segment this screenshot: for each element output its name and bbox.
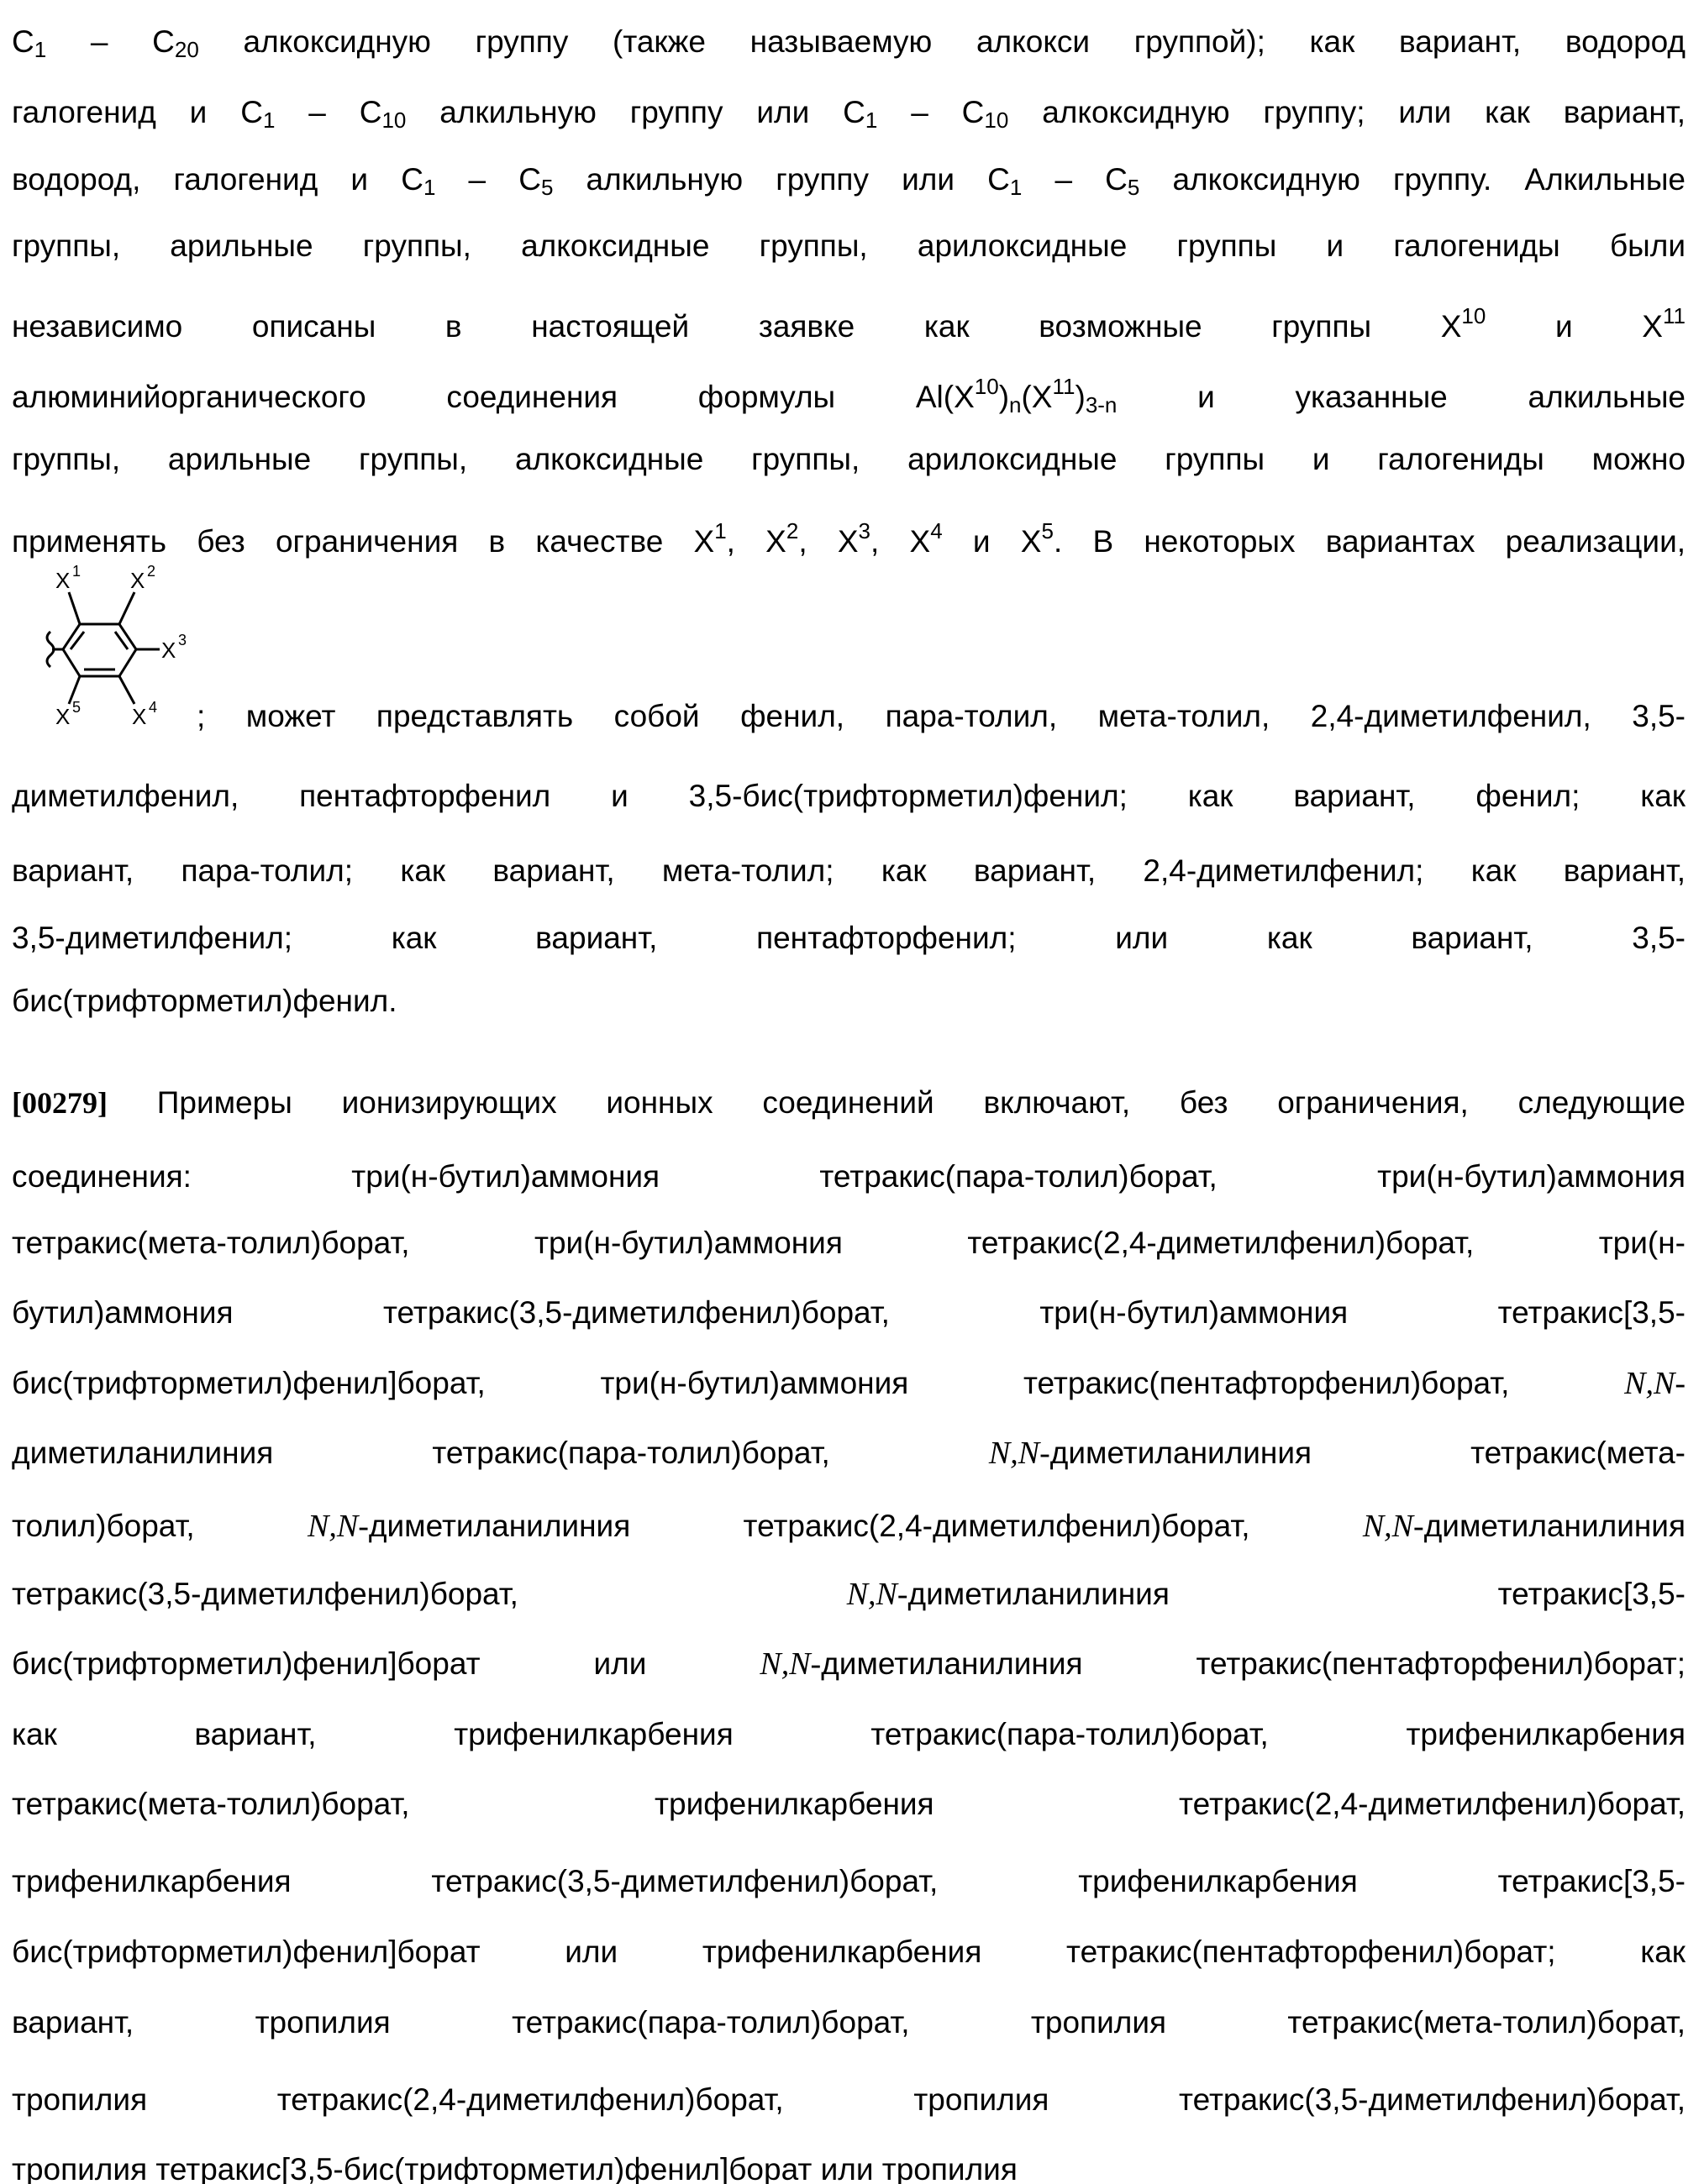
label-x3: X xyxy=(161,638,176,663)
text-segment: соединения: три(н-бутил)аммония тетракис(пара-толил)борат, три(н-бутил)аммония xyxy=(12,1159,1686,1194)
text-segment: 11 xyxy=(1052,374,1075,399)
text-line xyxy=(12,1364,1686,1403)
text-line xyxy=(12,2081,1686,2119)
text-line xyxy=(12,227,1686,265)
text-segment: диметилфенил, пентафторфенил и 3,5-бис(трифторметил)фенил; как вариант, фенил; как xyxy=(12,779,1686,813)
text-line xyxy=(12,1507,1686,1546)
text-segment: галогенид и C xyxy=(12,95,263,129)
text-segment: , X xyxy=(870,524,930,559)
text-segment: диметиланилиния тетракис[3,5- xyxy=(908,1577,1686,1611)
text-segment: 10 xyxy=(1461,303,1486,328)
text-segment: N,N- xyxy=(1624,1366,1686,1401)
text-segment: бутил)аммония тетракис(3,5-диметилфенил)борат, три(н-бутил)аммония тетракис[3,5- xyxy=(12,1295,1686,1330)
label-x5-sup: 5 xyxy=(72,699,81,716)
text-segment: тетракис(мета-толил)борат, трифенилкарбения тетракис(2,4-диметилфенил)борат, xyxy=(12,1787,1686,1821)
text-segment: и X xyxy=(943,524,1042,559)
text-line xyxy=(12,367,1686,406)
text-segment: бис(трифторметил)фенил]борат, три(н-бутил)аммония тетракис(пентафторфенил)борат, xyxy=(12,1366,1624,1400)
text-segment: алюминийорганического соединения формулы Al(X xyxy=(12,380,975,414)
text-line xyxy=(12,1158,1686,1196)
text-segment: – C xyxy=(435,162,541,197)
text-segment: 2 xyxy=(786,518,798,543)
text-segment: 5 xyxy=(1041,518,1053,543)
text-segment: – C xyxy=(275,95,381,129)
text-segment: как вариант, трифенилкарбения тетракис(пара-толил)борат, трифенилкарбения xyxy=(12,1717,1686,1751)
text-line xyxy=(12,160,1686,199)
label-x2-sup: 2 xyxy=(147,563,155,580)
text-segment: 10 xyxy=(975,374,999,399)
text-line xyxy=(12,2150,1686,2184)
text-line xyxy=(12,2003,1686,2042)
text-segment: ) xyxy=(1075,380,1085,414)
text-segment: диметиланилиния тетракис(пара-толил)борат, xyxy=(12,1436,989,1470)
text-line xyxy=(12,919,1686,958)
text-segment: толил)борат, xyxy=(12,1509,308,1543)
text-segment: 1 xyxy=(34,37,46,62)
text-segment: 3 xyxy=(859,518,870,543)
text-line xyxy=(12,297,1686,335)
text-segment: . В некоторых вариантах реализации, xyxy=(1054,524,1686,559)
paragraph-number: [00279] xyxy=(12,1086,108,1120)
text-segment: бис(трифторметил)фенил]борат или трифенилкарбения тетракис(пентафторфенил)борат; как xyxy=(12,1935,1686,1969)
text-segment: , X xyxy=(727,524,786,559)
text-segment: N,N- xyxy=(1363,1509,1424,1544)
label-x1: X xyxy=(55,568,70,593)
text-segment: 4 xyxy=(930,518,942,543)
text-segment: группы, арильные группы, алкоксидные группы, арилоксидные группы и галогениды были xyxy=(12,228,1686,263)
label-x1-sup: 1 xyxy=(72,563,81,580)
text-segment: 3,5-диметилфенил; как вариант, пентафторфенил; или как вариант, 3,5- xyxy=(12,921,1686,955)
text-line xyxy=(12,93,1686,132)
text-segment: тетракис(3,5-диметилфенил)борат, xyxy=(12,1577,847,1611)
text-line xyxy=(12,512,1686,550)
text-segment: 1 xyxy=(714,518,726,543)
text-segment: диметиланилиния тетракис(пентафторфенил)борат; xyxy=(821,1646,1686,1681)
text-segment: тетракис(мета-толил)борат, три(н-бутил)аммония тетракис(2,4-диметилфенил)борат, три(н- xyxy=(12,1226,1686,1260)
label-x3-sup: 3 xyxy=(178,632,187,648)
text-segment: n xyxy=(1009,392,1021,417)
text-segment: 1 xyxy=(423,175,435,200)
text-segment: 1 xyxy=(1010,175,1022,200)
text-segment: диметиланилиния тетракис(2,4-диметилфенил)борат, xyxy=(369,1509,1363,1543)
text-segment: 10 xyxy=(984,108,1008,133)
text-segment: тропилия тетракис[3,5-бис(трифторметил)фенил]борат или тропилия xyxy=(12,2152,1018,2184)
text-line xyxy=(12,982,1686,1021)
text-line xyxy=(12,1862,1686,1901)
text-line xyxy=(12,1715,1686,1754)
text-line xyxy=(12,1575,1686,1614)
text-segment: водород, галогенид и C xyxy=(12,162,423,197)
text-segment: 10 xyxy=(381,108,406,133)
text-line xyxy=(12,1645,1686,1683)
text-segment: 5 xyxy=(541,175,553,200)
text-line xyxy=(12,852,1686,890)
text-line xyxy=(12,23,1686,61)
text-segment: 20 xyxy=(175,37,199,62)
text-line xyxy=(12,1933,1686,1971)
text-line xyxy=(12,1434,1686,1473)
text-segment: – C xyxy=(46,24,175,59)
label-x2: X xyxy=(130,568,145,593)
text-line xyxy=(12,777,1686,816)
text-segment: алкоксидную группу. Алкильные xyxy=(1139,162,1686,197)
text-segment: Примеры ионизирующих ионных соединений включают, без ограничения, следующие xyxy=(108,1085,1686,1120)
text-segment: 1 xyxy=(263,108,275,133)
text-segment: 5 xyxy=(1128,175,1139,200)
text-segment: диметиланилиния тетракис(мета- xyxy=(1050,1436,1686,1470)
label-x4: X xyxy=(132,704,146,729)
text-segment: 11 xyxy=(1663,303,1686,328)
text-segment: алкильную группу или C xyxy=(553,162,1009,197)
text-segment: группы, арильные группы, алкоксидные группы, арилоксидные группы и галогениды можно xyxy=(12,442,1686,476)
text-segment: – C xyxy=(1022,162,1128,197)
text-segment: тропилия тетракис(2,4-диметилфенил)борат, тропилия тетракис(3,5-диметилфенил)борат, xyxy=(12,2082,1686,2117)
text-segment: применять без ограничения в качестве X xyxy=(12,524,714,559)
text-segment: N,N- xyxy=(308,1509,369,1544)
text-segment: алкильную группу или C xyxy=(406,95,865,129)
text-segment: 3-n xyxy=(1086,392,1118,417)
text-segment: трифенилкарбения тетракис(3,5-диметилфенил)борат, трифенилкарбения тетракис[3,5- xyxy=(12,1864,1686,1898)
text-segment: N,N- xyxy=(847,1577,908,1612)
text-segment: бис(трифторметил)фенил. xyxy=(12,984,397,1018)
text-segment: (X xyxy=(1021,380,1052,414)
text-segment: ; может представлять собой фенил, пара-толил, мета-толил, 2,4-диметилфенил, 3,5- xyxy=(197,699,1686,733)
text-segment: N,N- xyxy=(989,1436,1050,1471)
label-x4-sup: 4 xyxy=(149,699,157,716)
text-segment: независимо описаны в настоящей заявке как возможные группы X xyxy=(12,309,1461,344)
text-segment: 1 xyxy=(865,108,877,133)
label-x5: X xyxy=(55,704,70,729)
text-segment: алкоксидную группу (также называемую алкокси группой); как вариант, водород xyxy=(199,24,1686,59)
text-segment: вариант, пара-толил; как вариант, мета-толил; как вариант, 2,4-диметилфенил; как вариант, xyxy=(12,853,1686,888)
text-segment: ) xyxy=(999,380,1009,414)
text-line xyxy=(12,1294,1686,1332)
text-segment: вариант, тропилия тетракис(пара-толил)борат, тропилия тетракис(мета-толил)борат, xyxy=(12,2005,1686,2040)
text-line xyxy=(197,697,1686,736)
text-segment: диметиланилиния xyxy=(1424,1509,1686,1543)
text-segment: алкоксидную группу; или как вариант, xyxy=(1008,95,1686,129)
text-segment: бис(трифторметил)фенил]борат или xyxy=(12,1646,760,1681)
text-segment: и X xyxy=(1486,309,1663,344)
substituted-phenyl-structure xyxy=(0,538,218,739)
document-page xyxy=(0,0,1704,2184)
text-line xyxy=(12,1084,1686,1122)
text-line xyxy=(12,1224,1686,1263)
text-segment: C xyxy=(12,24,34,59)
text-segment: – C xyxy=(877,95,984,129)
text-segment: и указанные алкильные xyxy=(1117,380,1686,414)
text-line xyxy=(12,1785,1686,1824)
text-segment: N,N- xyxy=(760,1646,821,1682)
text-line xyxy=(12,440,1686,479)
text-segment: , X xyxy=(798,524,858,559)
